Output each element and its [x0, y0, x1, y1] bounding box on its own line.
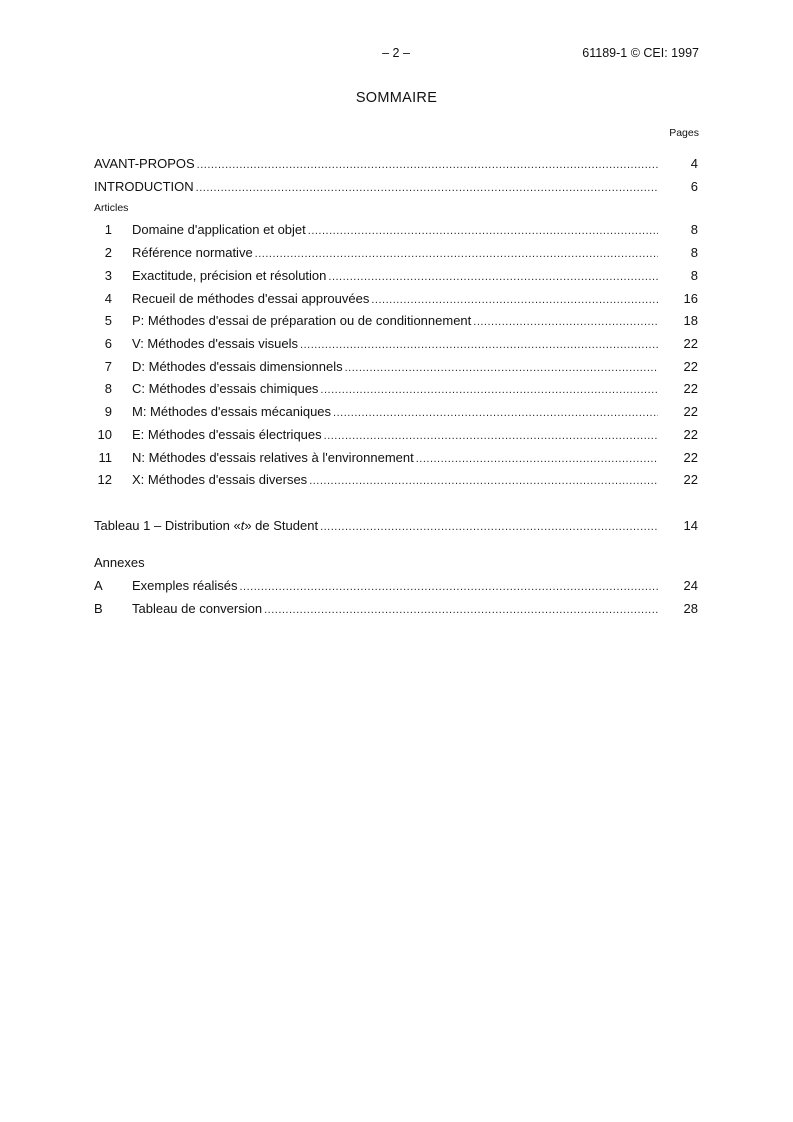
dot-leader	[264, 604, 658, 616]
dot-leader	[328, 271, 658, 283]
toc-entry-page: 6	[690, 179, 698, 194]
toc-entry-article[interactable]	[94, 404, 698, 422]
dot-leader	[324, 430, 658, 442]
toc-entry-article[interactable]	[94, 336, 698, 354]
toc-entry-annex[interactable]	[94, 578, 698, 596]
annex-letter: B	[94, 601, 103, 616]
toc-entry-label: X: Méthodes d'essais diverses	[132, 472, 308, 487]
toc-entry-label: N: Méthodes d'essais relatives à l'environnement	[132, 450, 414, 465]
toc-entry-article[interactable]	[94, 268, 698, 286]
toc-entry-label: Exemples réalisés	[132, 578, 238, 593]
toc-entry-label: Domaine d'application et objet	[132, 222, 306, 237]
toc-entry-article[interactable]	[94, 359, 698, 377]
dot-leader	[345, 362, 658, 374]
toc-entry-article[interactable]	[94, 450, 698, 468]
toc-entry-article[interactable]	[94, 472, 698, 490]
toc-entry-page: 4	[690, 156, 698, 171]
toc-entry-article[interactable]	[94, 427, 698, 445]
article-number: 4	[104, 291, 112, 306]
toc-entry-page: 22	[683, 450, 698, 465]
annex-letter: A	[94, 578, 103, 593]
toc-entry-page: 22	[683, 472, 698, 487]
toc-entry-label: AVANT-PROPOS	[94, 156, 195, 171]
article-number: 12	[97, 472, 112, 487]
toc-entry-page: 16	[683, 291, 698, 306]
toc-entry-label: Recueil de méthodes d'essai approuvées	[132, 291, 370, 306]
toc-entry-article[interactable]	[94, 222, 698, 240]
table-label-prefix: Tableau 1 – Distribution «	[94, 518, 241, 533]
toc-entry-page: 8	[690, 268, 698, 283]
page-number: – 2 –	[382, 46, 410, 60]
toc-entry-page: 8	[690, 245, 698, 260]
dot-leader	[255, 248, 658, 260]
toc-entry-label: Exactitude, précision et résolution	[132, 268, 327, 283]
toc-entry-page: 22	[683, 336, 698, 351]
dot-leader	[416, 453, 658, 465]
toc-entry-label: V: Méthodes d'essais visuels	[132, 336, 299, 351]
toc-entry-page: 22	[683, 427, 698, 442]
dot-leader	[300, 339, 658, 351]
table-label-suffix: » de Student	[244, 518, 319, 533]
toc-entry-page: 24	[683, 578, 698, 593]
article-number: 3	[104, 268, 112, 283]
toc-entry-introduction[interactable]	[94, 179, 698, 197]
toc-entry-table-1[interactable]	[94, 518, 698, 536]
toc-entry-page: 18	[683, 313, 698, 328]
dot-leader	[308, 225, 658, 237]
toc-entry-label: Référence normative	[132, 245, 253, 260]
dot-leader	[196, 182, 658, 194]
pages-column-label: Pages	[669, 127, 699, 139]
dot-leader	[320, 384, 658, 396]
dot-leader	[320, 521, 658, 533]
article-number: 1	[104, 222, 112, 237]
articles-label: Articles	[94, 202, 129, 214]
toc-entry-page: 22	[683, 359, 698, 374]
article-number: 2	[104, 245, 112, 260]
toc-entry-label: M: Méthodes d'essais mécaniques	[132, 404, 332, 419]
article-number: 11	[98, 450, 112, 465]
toc-entry-label: D: Méthodes d'essais dimensionnels	[132, 359, 343, 374]
dot-leader	[197, 159, 658, 171]
toc-entry-article[interactable]	[94, 291, 698, 309]
article-number: 6	[104, 336, 112, 351]
toc-entry-label: Tableau de conversion	[132, 601, 263, 616]
article-number: 8	[104, 381, 112, 396]
article-number: 10	[97, 427, 112, 442]
article-number: 9	[104, 404, 112, 419]
toc-entry-annex[interactable]	[94, 601, 698, 619]
dot-leader	[333, 407, 658, 419]
dot-leader	[240, 581, 659, 593]
toc-entry-page: 8	[690, 222, 698, 237]
dot-leader	[473, 316, 658, 328]
toc-entry-label: E: Méthodes d'essais électriques	[132, 427, 322, 442]
toc-entry-article[interactable]	[94, 245, 698, 263]
dot-leader	[371, 294, 658, 306]
document-title: SOMMAIRE	[355, 90, 438, 106]
toc-entry-page: 14	[683, 518, 698, 533]
dot-leader	[309, 475, 658, 487]
toc-entry-article[interactable]	[94, 381, 698, 399]
toc-entry-label: INTRODUCTION	[94, 179, 194, 194]
annexes-label: Annexes	[94, 555, 145, 570]
article-number: 5	[104, 313, 112, 328]
toc-entry-article[interactable]	[94, 313, 698, 331]
toc-entry-page: 22	[683, 404, 698, 419]
toc-entry-page: 22	[683, 381, 698, 396]
standard-reference: 61189-1 © CEI: 1997	[582, 46, 699, 60]
toc-entry-page: 28	[683, 601, 698, 616]
table-label-italic: t	[240, 518, 245, 533]
toc-entry-label: P: Méthodes d'essai de préparation ou de conditionnement	[132, 313, 472, 328]
toc-entry-label: C: Méthodes d’essais chimiques	[132, 381, 319, 396]
article-number: 7	[104, 359, 112, 374]
toc-entry-avant-propos[interactable]	[94, 156, 698, 174]
toc-entry-label	[94, 518, 320, 533]
